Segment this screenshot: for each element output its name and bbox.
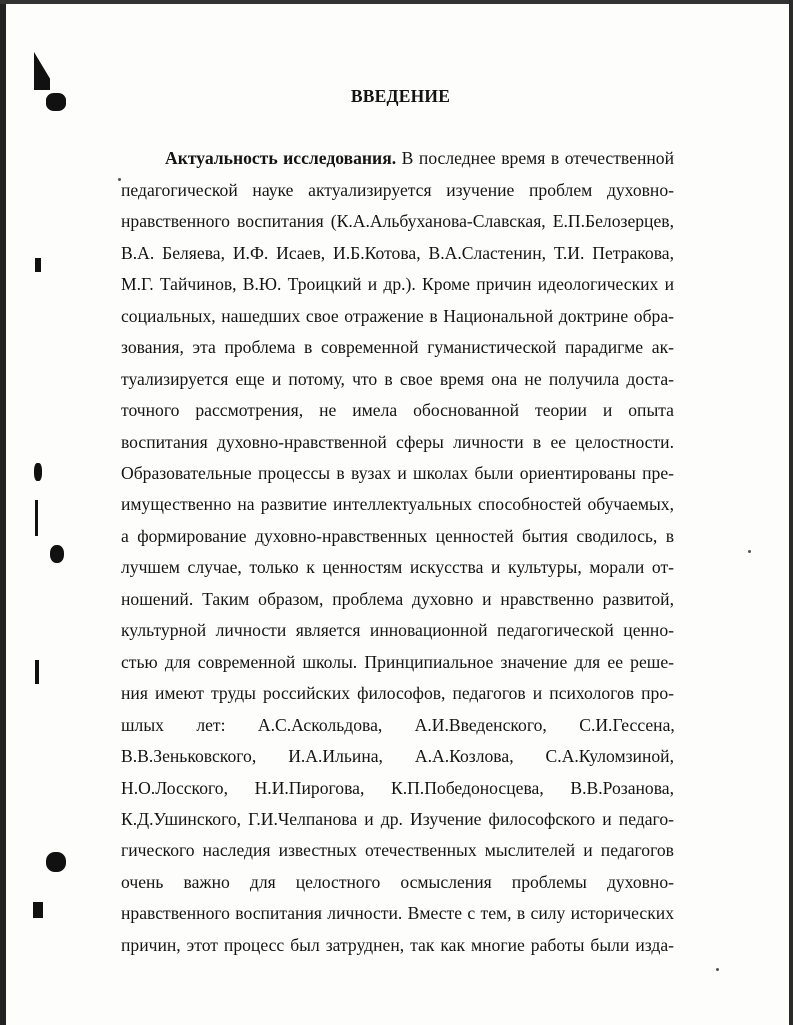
scan-edge-right (789, 0, 793, 1025)
text-line: ния имеют труды российских философов, педагогов и психологов про- (121, 683, 674, 703)
text-line: К.Д.Ушинского, Г.И.Челпанова и др. Изучение философского и педаго- (121, 809, 674, 829)
text-line: Н.О.Лосского, Н.И.Пирогова, К.П.Победоносцева, В.В.Розанова, (121, 778, 674, 798)
text-line: гического наследия известных отечественных мыслителей и педагогов (121, 840, 674, 860)
binding-mark (33, 902, 43, 918)
scan-edge-left (0, 0, 6, 1025)
lead-phrase: Актуальность исследования. (165, 148, 397, 168)
binding-mark (46, 852, 66, 872)
binding-mark (35, 660, 39, 684)
text-line (165, 148, 674, 168)
binding-mark (34, 52, 50, 90)
text-line: нравственного воспитания (К.А.Альбуханова-Славская, Е.П.Белозерцев, (121, 211, 674, 231)
binding-mark (35, 500, 38, 536)
text-line: а формирование духовно-нравственных ценностей бытия сводилось, в (121, 526, 674, 546)
page-title: ВВЕДЕНИЕ (350, 86, 451, 106)
scan-speck (748, 550, 751, 553)
text-line: шлых лет: А.С.Аскольдова, А.И.Введенского, С.И.Гессена, (121, 715, 675, 735)
text-line: зования, эта проблема в современной гуманистической парадигме ак- (121, 337, 674, 357)
text-line: социальных, нашедших свое отражение в Национальной доктрине обра- (121, 306, 674, 326)
text-line: ношений. Таким образом, проблема духовно и нравственно развитой, (121, 589, 674, 609)
text-line: стью для современной школы. Принципиальное значение для ее реше- (121, 652, 674, 672)
text-fragment: В последнее время в отечественной (401, 148, 674, 168)
scan-edge-top (0, 0, 793, 4)
text-line: точного рассмотрения, не имела обоснованной теории и опыта (121, 400, 674, 420)
text-line: культурной личности является инновационной педагогической ценно- (121, 620, 674, 640)
text-line: причин, этот процесс был затруднен, так как многие работы были изда- (121, 935, 674, 955)
binding-mark (35, 258, 41, 272)
text-line: М.Г. Тайчинов, В.Ю. Троицкий и др.). Кроме причин идеологических и (121, 274, 674, 294)
scan-speck (716, 968, 719, 971)
text-line: лучшем случае, только к ценностям искусства и культуры, морали от- (121, 557, 674, 577)
text-line: В.В.Зеньковского, И.А.Ильина, А.А.Козлова, С.А.Куломзиной, (121, 746, 674, 766)
text-line: В.А. Беляева, И.Ф. Исаев, И.Б.Котова, В.А.Сластенин, Т.И. Петракова, (121, 243, 674, 263)
text-line: педагогической науке актуализируется изучение проблем духовно- (121, 180, 674, 200)
text-line: очень важно для целостного осмысления проблемы духовно- (121, 872, 674, 892)
text-line: имущественно на развитие интеллектуальных способностей обучаемых, (121, 494, 674, 514)
text-line: Образовательные процессы в вузах и школах были ориентированы пре- (121, 463, 674, 483)
text-line: нравственного воспитания личности. Вместе с тем, в силу исторических (121, 903, 674, 923)
binding-mark (34, 463, 42, 481)
text-line: туализируется еще и потому, что в свое время она не получила доста- (121, 369, 674, 389)
text-line: воспитания духовно-нравственной сферы личности в ее целостности. (121, 432, 674, 452)
binding-mark (50, 545, 64, 563)
